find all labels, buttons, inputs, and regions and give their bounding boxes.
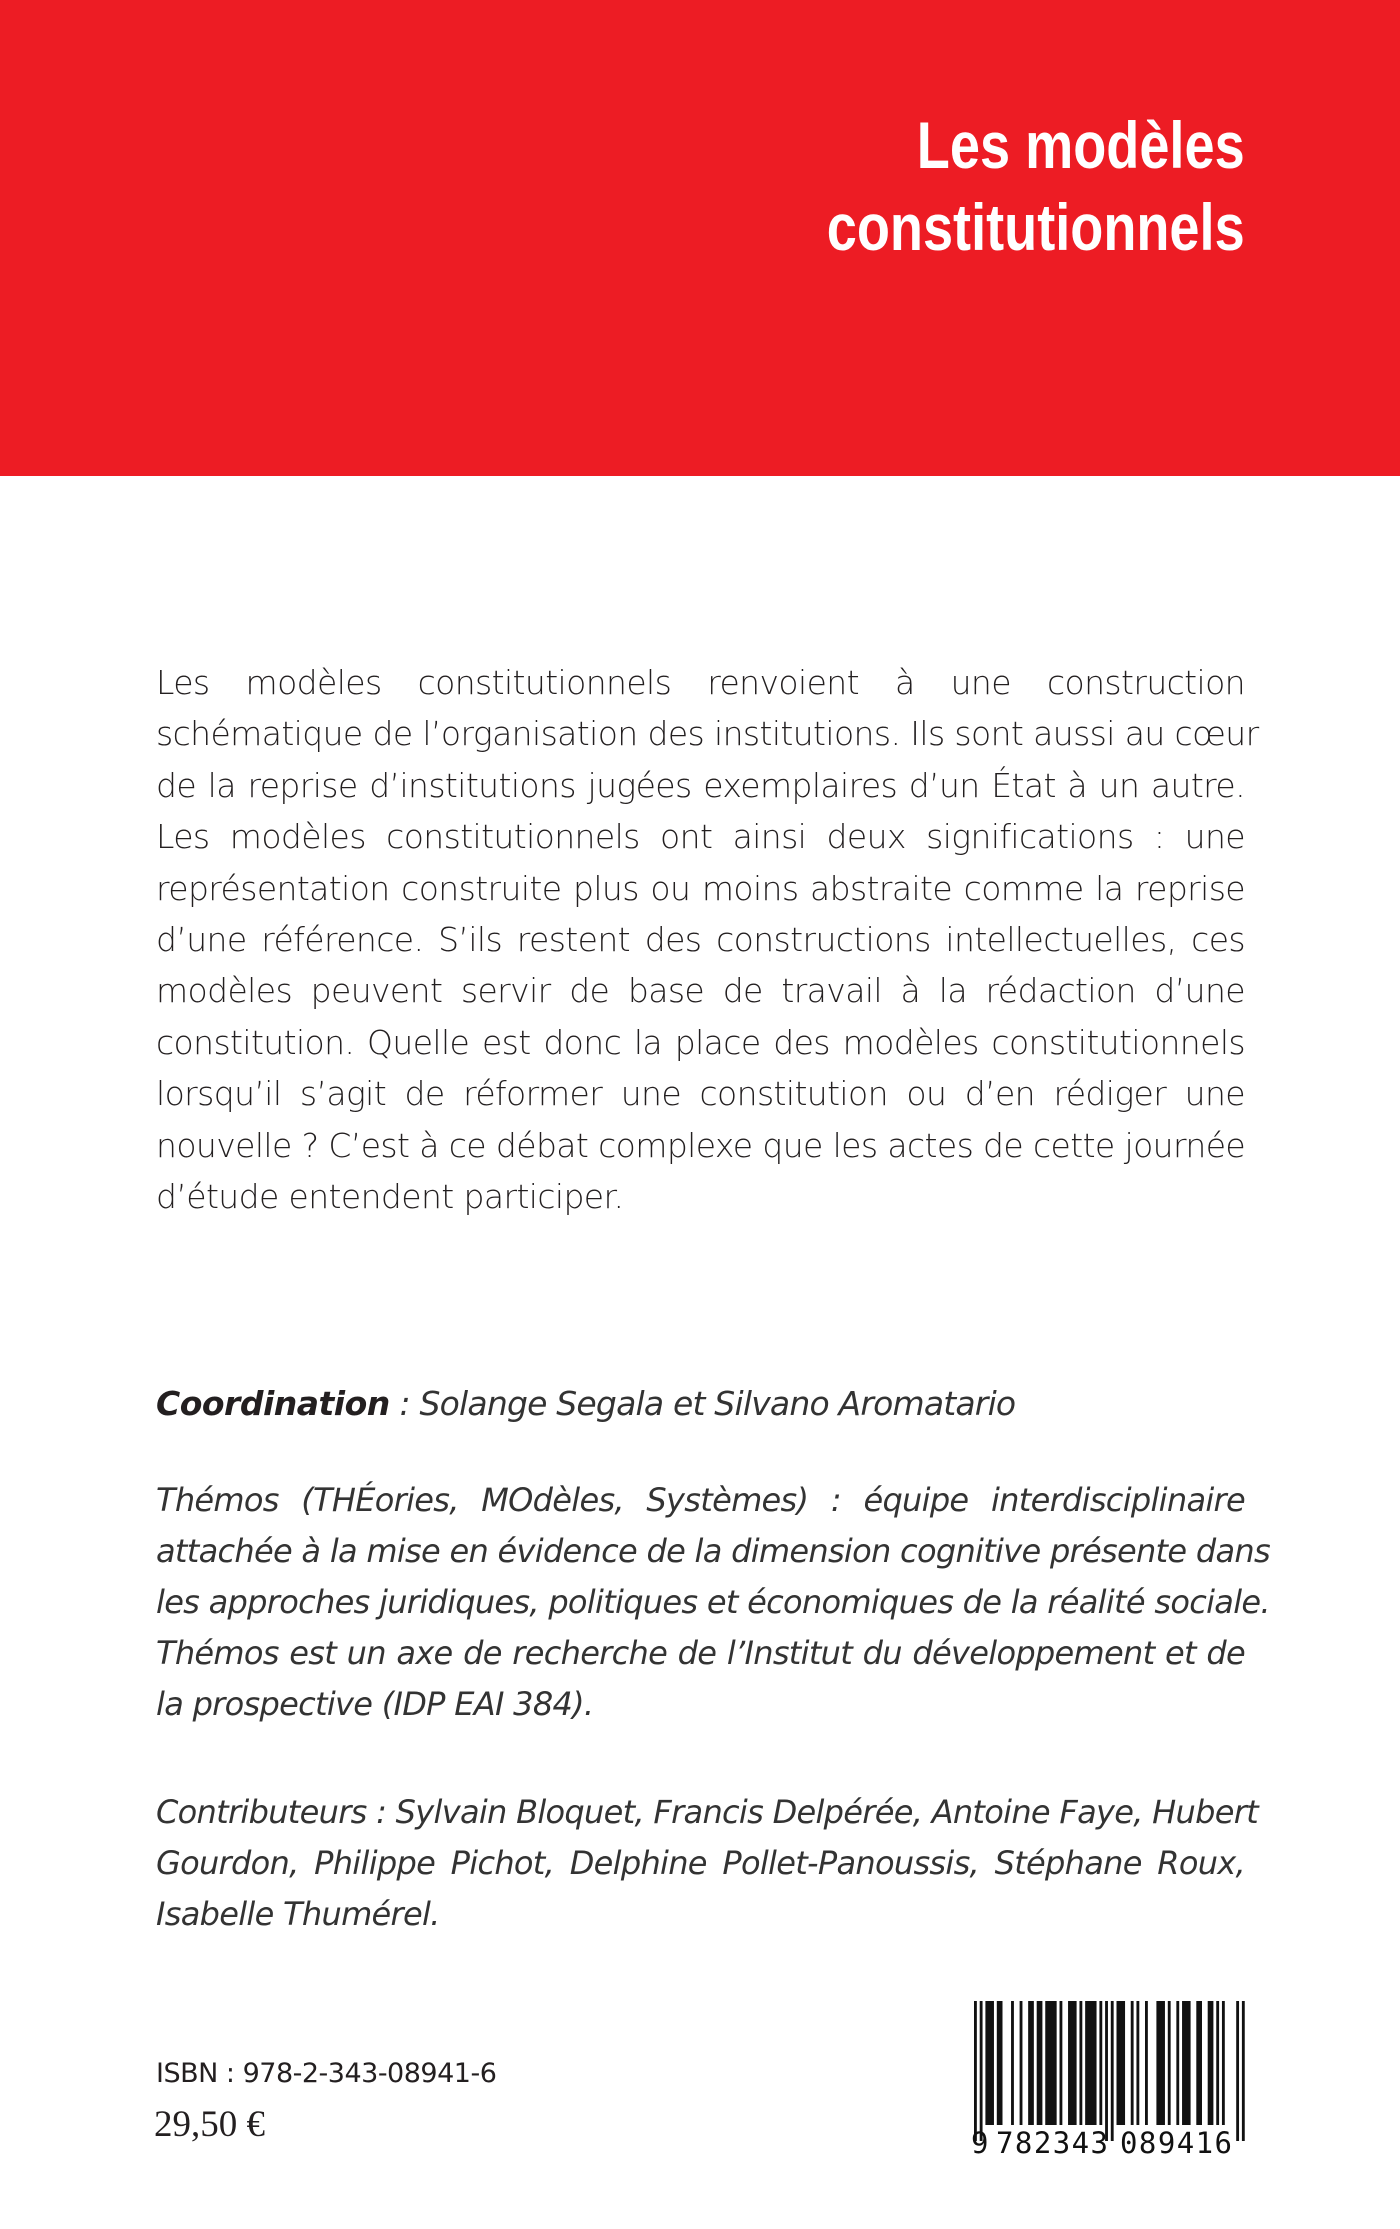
summary-line: Les modèles constitutionnels renvoient à une construction	[156, 663, 1245, 702]
title-line-1: Les modèles	[917, 108, 1245, 182]
barcode-first-digit: 9	[971, 2126, 989, 2160]
themos-line: la prospective (IDP EAI 384).	[156, 1685, 594, 1723]
coordination-names: : Solange Segala et Silvano Aromatario	[389, 1384, 1016, 1423]
summary-line: de la reprise d’institutions jugées exemplaires d’un État à un autre.	[156, 765, 1245, 805]
barcode-left-digits: 782343	[996, 2126, 1108, 2160]
summary-line: Les modèles constitutionnels ont ainsi deux significations : une	[156, 817, 1245, 857]
summary-line: lorsqu’il s’agit de réformer une constitution ou d’en rédiger une	[156, 1074, 1245, 1114]
summary-line: modèles peuvent servir de base de travail à la rédaction d’une	[156, 971, 1245, 1011]
summary-paragraph	[156, 657, 1259, 1222]
themos-line: les approches juridiques, politiques et économiques de la réalité sociale.	[156, 1583, 1270, 1621]
contributors-line: Contributeurs : Sylvain Bloquet, Francis Delpérée, Antoine Faye, Hubert	[156, 1793, 1259, 1831]
price-label: 29,50 €	[154, 2104, 265, 2145]
contributors-line: Isabelle Thumérel.	[156, 1895, 440, 1933]
barcode-right-digits: 089416	[1120, 2126, 1232, 2160]
book-title	[827, 104, 1245, 268]
summary-line: constitution. Quelle est donc la place des modèles constitutionnels	[156, 1022, 1245, 1062]
coordination-label: Coordination	[156, 1384, 390, 1423]
themos-line: attachée à la mise en évidence de la dimension cognitive présente dans	[156, 1532, 1270, 1570]
themos-description	[156, 1475, 1270, 1730]
contributors-list	[156, 1787, 1259, 1940]
contributors-line: Gourdon, Philippe Pichot, Delphine Pollet-Panoussis, Stéphane Roux,	[156, 1844, 1245, 1882]
themos-line: Thémos est un axe de recherche de l’Institut du développement et de	[156, 1634, 1245, 1672]
summary-line: d’étude entendent participer.	[156, 1177, 624, 1217]
summary-line: schématique de l’organisation des institutions. Ils sont aussi au cœur	[156, 714, 1259, 754]
title-line-2: constitutionnels	[827, 190, 1245, 264]
coordination-credit	[156, 1378, 1245, 1429]
summary-line: d’une référence. S’ils restent des constructions intellectuelles, ces	[156, 920, 1245, 960]
barcode-icon	[968, 1995, 1252, 2160]
isbn-number: ISBN : 978-2-343-08941-6	[156, 2058, 497, 2089]
themos-line: Thémos (THÉories, MOdèles, Systèmes) : équipe interdisciplinaire	[156, 1481, 1245, 1519]
summary-line: représentation construite plus ou moins abstraite comme la reprise	[156, 868, 1245, 908]
summary-line: nouvelle ? C’est à ce débat complexe que les actes de cette journée	[156, 1125, 1246, 1165]
